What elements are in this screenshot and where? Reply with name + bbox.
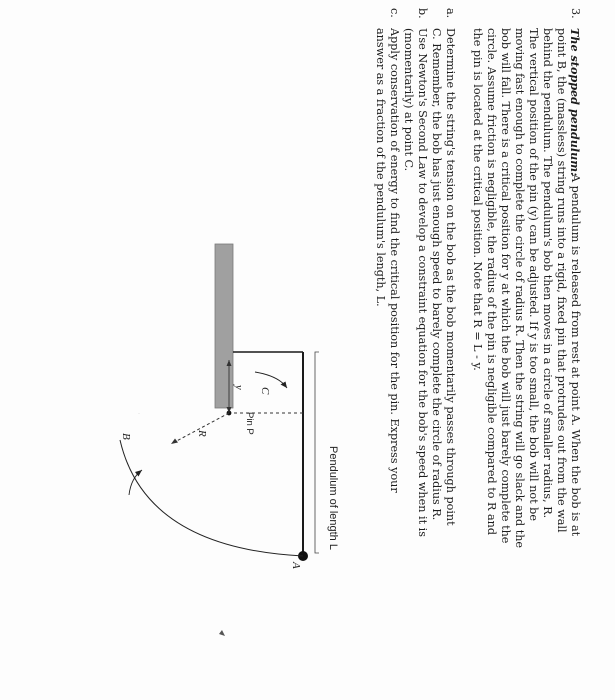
intro-line-4: The vertical position of the pin (y) can be adjusted. If y is too small, the bob will not be bbox=[527, 28, 540, 521]
part-c-label: c. bbox=[388, 8, 401, 18]
part-a-line-1: Determine the string's tension on the bob as the bob momentarily passes through point bbox=[444, 28, 457, 526]
intro-line-2: point B, the (massless) string runs into a rigid, fixed pin that protrudes out from the wall bbox=[555, 28, 568, 533]
stray-mark-icon bbox=[219, 630, 225, 636]
part-a-line-2: C. Remember, the bob has just enough speed to barely complete the circle of radius R. bbox=[430, 28, 443, 521]
part-a-label: a. bbox=[444, 8, 457, 19]
intro-line-1: A pendulum is released from rest at point A. When the bob is at bbox=[569, 174, 582, 537]
intro-line-3: behind the pendulum. The pendulum's bob then moves in a circle of smaller radius, R. bbox=[541, 28, 554, 519]
point-b-label: B bbox=[120, 433, 132, 440]
intro-line-6: bob will fall. There is a critical position for y at which the bob will just barely complete the bbox=[499, 28, 512, 544]
problem-number: 3. bbox=[569, 8, 582, 19]
radius-arrow-icon bbox=[171, 439, 178, 445]
pin-label: Pin P bbox=[244, 412, 255, 435]
wall-block bbox=[215, 244, 233, 408]
swing-path-arc bbox=[120, 440, 303, 556]
intro-line-8: the pin is located at the critical position. Note that R = L - y. bbox=[471, 28, 484, 371]
part-b-line-2: (momentarily) at point C. bbox=[402, 28, 415, 172]
point-a-label: A bbox=[290, 562, 302, 569]
radius-dashed-line bbox=[171, 413, 229, 444]
point-c-label: C bbox=[259, 387, 271, 395]
arc-arrow-c bbox=[255, 372, 287, 388]
y-label: y bbox=[233, 385, 244, 390]
intro-line-7: circle. Assume friction is negligible, the radius of the pin is negligible compared to R and bbox=[485, 28, 498, 536]
radius-label: R bbox=[196, 430, 208, 437]
part-b-label: b. bbox=[416, 8, 429, 19]
part-c-line-2: answer as a fraction of the pendulum's length, L. bbox=[374, 28, 387, 307]
part-b-line-1: Use Newton's Second Law to develop a constraint equation for the bob's speed when it is bbox=[416, 28, 429, 537]
pendulum-length-label: Pendulum of length L bbox=[327, 446, 339, 550]
arc-arrow-b bbox=[129, 470, 142, 495]
length-bracket bbox=[315, 352, 319, 553]
intro-line-5: moving fast enough to complete the circle of radius R. Then the string will go slack and the bbox=[513, 28, 526, 549]
problem-title: The stopped pendulum: bbox=[568, 28, 582, 177]
part-c-line-1: Apply conservation of energy to find the critical position for the pin. Express your bbox=[388, 28, 401, 493]
